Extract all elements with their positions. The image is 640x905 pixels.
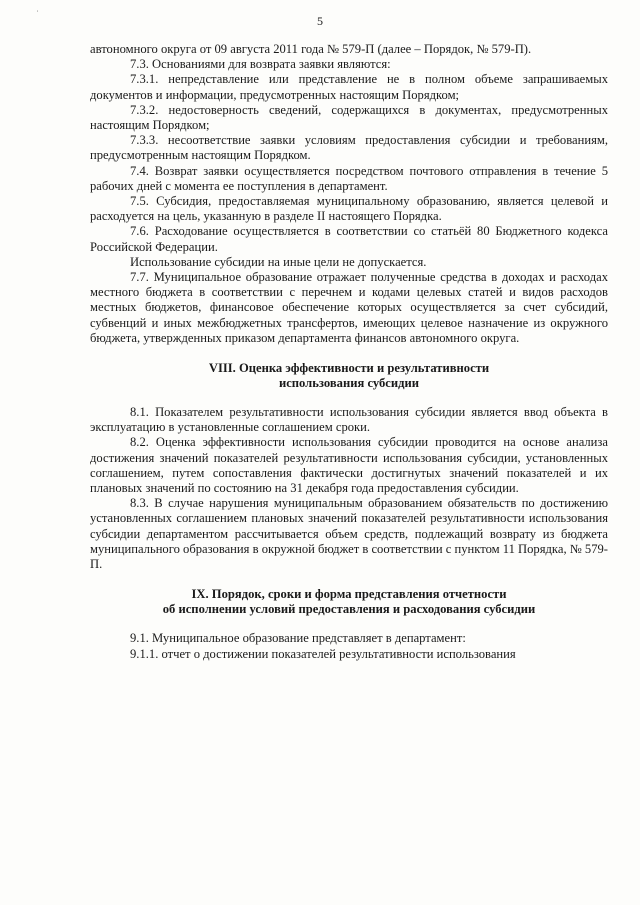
paragraph-8-2: 8.2. Оценка эффективности использования субсидии проводится на основе анализа достижения значений показателей результативности использования субсидии, установленных соглашением, путем сопоставления фактически достигнутых значений показателей и их плановых значений по состоянию на 31 декабря года предоставления субсидии. — [90, 435, 608, 496]
paragraph-7-7: 7.7. Муниципальное образование отражает полученные средства в доходах и расходах местного бюджета в соответствии с перечнем и кодами целевых статей и видов расходов местных бюджетов, финансовое обеспечение которых осуществляется за счет субсидий, субвенций и иных межбюджетных трансфертов, имеющих целевое назначение из окружного бюджета, утвержденных приказом департамента финансов автономного округа. — [90, 270, 608, 345]
page-number: 5 — [317, 14, 323, 28]
section-8-title-line1: VIII. Оценка эффективности и результативности — [208, 361, 490, 376]
paragraph-7-3-2: 7.3.2. недостоверность сведений, содержащихся в документах, предусмотренных настоящим Порядком; — [90, 102, 608, 133]
paragraph-intro: автономного округа от 09 августа 2011 года № 579-П (далее – Порядок, № 579-П). — [90, 42, 532, 56]
paragraph-7-3-3: 7.3.3. несоответствие заявки условиям предоставления субсидии и требованиям, предусмотренным настоящим Порядком. — [90, 133, 608, 163]
paragraph-7-5: 7.5. Субсидия, предоставляемая муниципальному образованию, является целевой и расходуется на цель, указанную в разделе II настоящего Порядка. — [90, 194, 608, 224]
paragraph-9-1-1: 9.1.1. отчет о достижении показателей результативности использования — [130, 646, 516, 661]
paragraph-7-4: 7.4. Возврат заявки осуществляется посредством почтового отправления в течение 5 рабочих дней с момента ее поступления в департамент. — [90, 163, 608, 193]
paragraph-8-1: 8.1. Показателем результативности использования субсидии является ввод объекта в эксплуатацию в установленные соглашением сроки. — [90, 405, 608, 435]
section-8-heading — [90, 361, 608, 391]
document-body — [90, 42, 608, 662]
paragraph-7-6b: Использование субсидии на иные цели не допускается. — [130, 254, 427, 269]
paragraph-7-3: 7.3. Основаниями для возврата заявки являются: — [130, 57, 391, 72]
paragraph-8-3: 8.3. В случае нарушения муниципальным образованием обязательств по достижению установленных соглашением плановых значений показателей результативности использования субсидии департаментом рассчитывается объем средств, подлежащий возврату из бюджета муниципального образования в окружной бюджет в соответствии с пунктом 11 Порядка, № 579-П. — [90, 496, 608, 572]
section-9-title-line2: об исполнении условий предоставления и расходования субсидии — [162, 602, 536, 617]
section-8-body — [90, 405, 608, 572]
section-7-body — [90, 42, 608, 346]
section-9-body — [90, 631, 608, 661]
section-9-title-line1: IX. Порядок, сроки и форма представления отчетности — [191, 587, 507, 602]
paragraph-9-1: 9.1. Муниципальное образование представляет в департамент: — [130, 631, 466, 646]
paragraph-7-6: 7.6. Расходование осуществляется в соответствии со статьёй 80 Бюджетного кодекса Российской Федерации. — [90, 224, 608, 254]
section-9-heading — [90, 587, 608, 617]
section-8-title-line2: использования субсидии — [278, 376, 420, 391]
corner-mark: · — [33, 5, 42, 17]
paragraph-7-3-1: 7.3.1. непредставление или представление не в полном объеме запрашиваемых документов и информации, предусмотренных настоящим Порядком; — [90, 72, 608, 102]
